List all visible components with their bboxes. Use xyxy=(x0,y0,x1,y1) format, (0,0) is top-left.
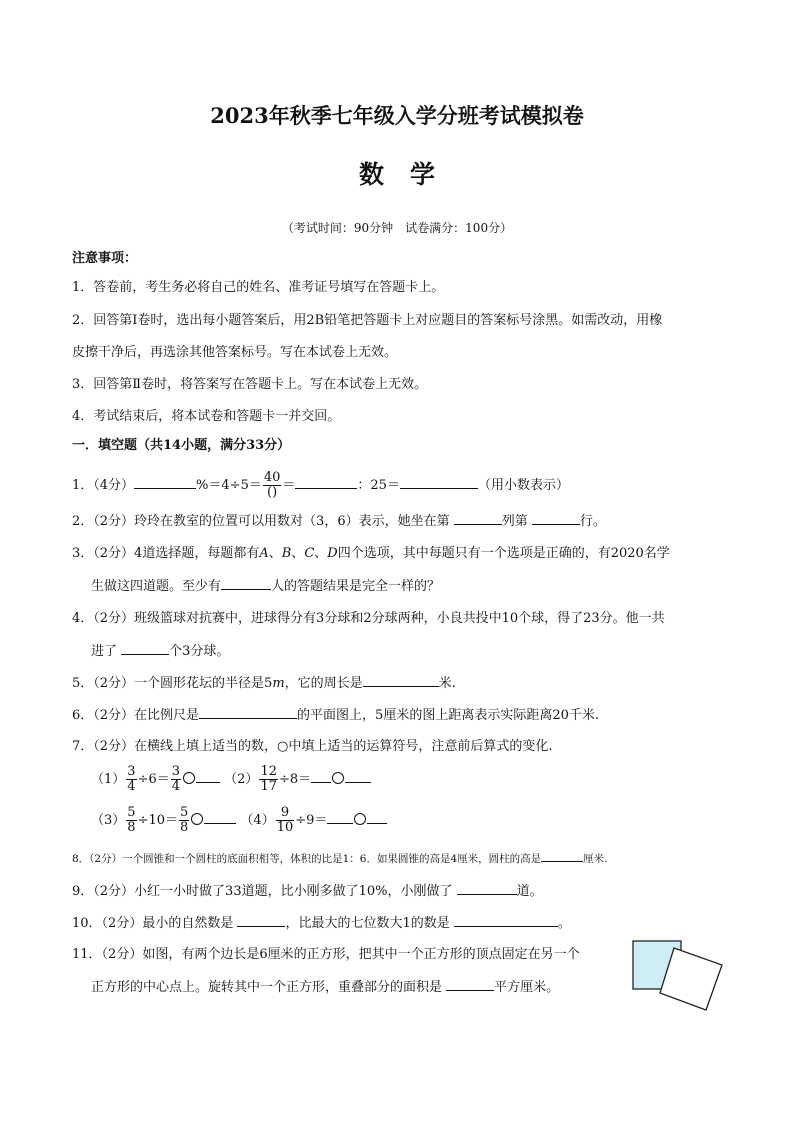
two-squares-figure xyxy=(630,938,730,1014)
question-11-cont: 正方形的中心点上。旋转其中一个正方形，重叠部分的面积是 平方厘米。 xyxy=(91,980,560,995)
notice-item: 2．回答第Ⅰ卷时，选出每小题答案后，用2B铅笔把答题卡上对应题目的答案标号涂黑。如需改动，用橡 xyxy=(72,313,663,328)
section-heading: 一．填空题（共14小题，满分33分） xyxy=(72,438,291,453)
answer-blank[interactable] xyxy=(457,882,517,895)
question-6: 6．（2分）在比例尺是 的平面图上，5厘米的图上距离表示实际距离20千米. xyxy=(72,708,599,723)
operator-circle[interactable] xyxy=(354,813,366,825)
operator-circle[interactable] xyxy=(332,772,344,784)
answer-blank[interactable] xyxy=(199,706,297,719)
question-7: 7．（2分）在横线上填上适当的数，○中填上适当的运算符号，注意前后算式的变化. xyxy=(72,739,553,754)
answer-blank[interactable] xyxy=(196,770,220,783)
notice-item: 1．答卷前，考生务必将自己的姓名、准考证号填写在答题卡上。 xyxy=(72,280,445,295)
answer-blank[interactable] xyxy=(237,914,285,927)
answer-blank[interactable] xyxy=(454,914,558,927)
operator-circle[interactable] xyxy=(183,772,195,784)
question-8: 8．（2分）一个圆锥和一个圆柱的底面积相等，体积的比是1：6．如果圆锥的高是4厘米，圆柱的高是 厘米. xyxy=(72,853,608,865)
answer-blank[interactable] xyxy=(446,978,494,991)
notice-item: 皮擦干净后，再选涂其他答案标号。写在本试卷上无效。 xyxy=(72,345,398,360)
subject-title: 数学 xyxy=(358,160,461,189)
question-2: 2．（2分）玲玲在教室的位置可以用数对（3，6）表示，她坐在第 列第 行。 xyxy=(72,514,606,529)
question-1: 1．（4分） %＝4÷5＝ $\frac{40}{()}$ ＝ ：25＝ （用小数表示） xyxy=(72,470,569,500)
question-7-row-2: （3） $\frac{5}{8}$ ÷10＝ $\frac{5}{8}$ （4） $\frac{9}{10}$ ÷9＝ xyxy=(91,805,387,837)
answer-blank[interactable] xyxy=(345,770,371,783)
notice-item: 3．回答第Ⅱ卷时，将答案写在答题卡上。写在本试卷上无效。 xyxy=(72,377,428,392)
question-3: 3．（2分）4道选择题，每题都有A、B、C、D四个选项，其中每题只有一个选项是正确的，有2020名学 xyxy=(72,546,670,561)
question-5: 5．（2分）一个圆形花坛的半径是5m，它的周长是 米. xyxy=(72,676,456,691)
question-3-cont: 生做这四道题。至少有 人的答题结果是完全一样的？ xyxy=(91,579,441,594)
answer-blank[interactable] xyxy=(367,811,387,824)
question-11: 11．（2分）如图，有两个边长是6厘米的正方形，把其中一个正方形的顶点固定在另一个 xyxy=(72,947,580,962)
answer-blank[interactable] xyxy=(134,476,196,489)
answer-blank[interactable] xyxy=(311,770,331,783)
answer-blank[interactable] xyxy=(327,811,353,824)
answer-blank[interactable] xyxy=(454,512,502,525)
fraction: $\frac{40}{()}$ xyxy=(263,470,281,500)
answer-blank[interactable] xyxy=(541,851,583,862)
answer-blank[interactable] xyxy=(363,674,439,687)
question-10: 10．（2分）最小的自然数是 ，比最大的七位数大1的数是 。 xyxy=(72,916,571,931)
page-title: 2023年秋季七年级入学分班考试模拟卷 xyxy=(210,103,584,128)
question-7-row-1: （1） $\frac{3}{4}$ ÷6＝ $\frac{3}{4}$ （2） $\frac{12}{17}$ ÷8＝ xyxy=(91,764,371,796)
exam-info: （考试时间：90分钟 试卷满分：100分） xyxy=(281,221,513,235)
question-9: 9．（2分）小红一小时做了33道题，比小刚多做了10%，小刚做了 道。 xyxy=(72,884,543,899)
answer-blank[interactable] xyxy=(204,811,236,824)
answer-blank[interactable] xyxy=(121,642,169,655)
answer-blank[interactable] xyxy=(221,577,271,590)
notice-item: 4．考试结束后，将本试卷和答题卡一并交回。 xyxy=(72,409,341,424)
notice-heading: 注意事项： xyxy=(72,251,138,266)
question-4: 4．（2分）班级篮球对抗赛中，进球得分有3分球和2分球两种，小良共投中10个球，得了23分。他一共 xyxy=(72,611,665,626)
operator-circle[interactable] xyxy=(191,813,203,825)
answer-blank[interactable] xyxy=(400,476,478,489)
answer-blank[interactable] xyxy=(532,512,580,525)
answer-blank[interactable] xyxy=(295,476,357,489)
question-4-cont: 进了 个3分球。 xyxy=(91,644,230,659)
